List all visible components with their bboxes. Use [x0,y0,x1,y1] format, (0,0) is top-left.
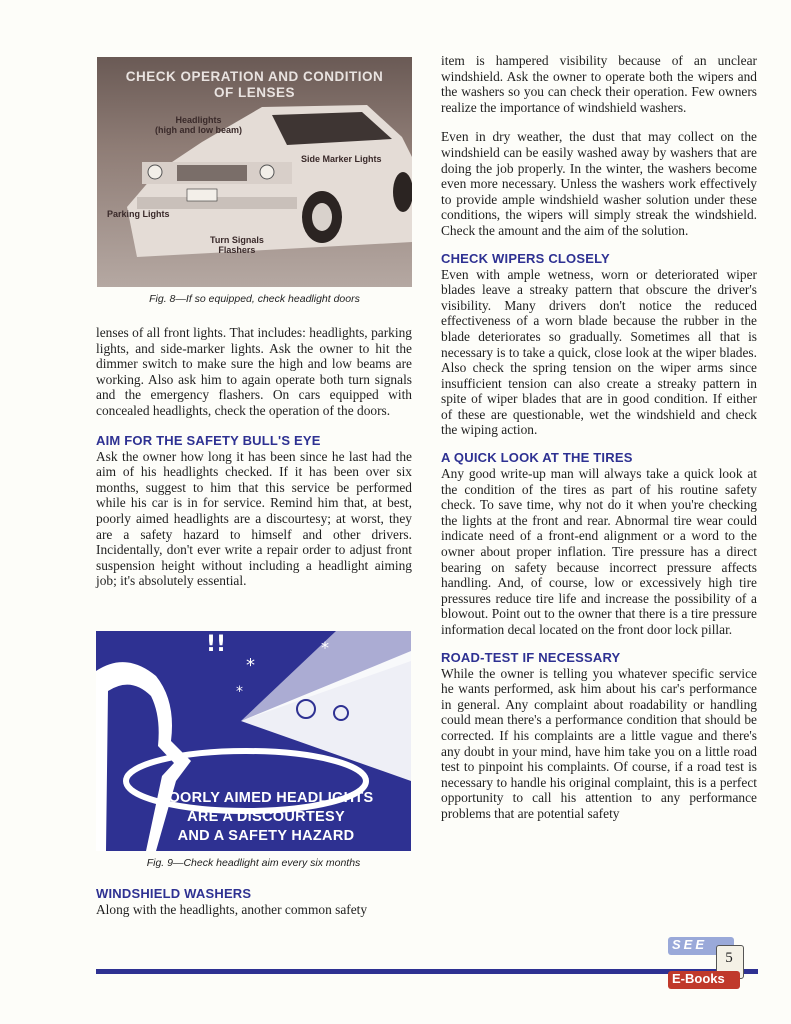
lenses-paragraph: lenses of all front lights. That includes: headlights, parking lights, and side-marker lights. Ask the owner to hit the dimmer switch to make sure the high and low beams are working. Also ask him to again operate both turn signals and the emergency flashers. On cars equipped with concealed headlights, check the operation of the doors. [96,325,412,418]
dry-weather-paragraph: Even in dry weather, the dust that may collect on the windshield can be easily washed away by washers that are doing the job properly. In the winter, the washers become even more necessary. Unless the washers work effectively to provide ample windshield washer solution under these conditions, the wipers will simply streak the windshield. Check the amount and the aim of the solution. [441,129,757,238]
figure-8-title: CHECK OPERATION AND CONDITION OF LENSES [125,69,384,100]
wipers-heading: CHECK WIPERS CLOSELY [441,250,610,266]
road-test-heading: ROAD-TEST IF NECESSARY [441,649,621,665]
svg-text:*: * [236,684,243,700]
windshield-heading: WINDSHIELD WASHERS [96,886,252,901]
washers-paragraph: item is hampered visibility because of an unclear windshield. Ask the owner to operate both the wipers and the washers so you can check their operation. Few owners realize the importance of windshield washers. [441,53,757,115]
road-test-paragraph: While the owner is telling you whatever specific service he wants performed, ask him about his car's performance in general. Any complaint about roadability or handling could mean there's a performance condition that should be corrected. If his complaints are a little vague and there's any doubt in your mind, have him take you on a little road test to pinpoint his complaints. Of course, if a road test is necessary to handle his original complaint, this is a perfect opportunity to call his attention to any performance problems that are potential safety [441,665,757,821]
tires-paragraph: Any good write-up man will always take a quick look at the condition of the tires as part of his routine safety check. To save time, why not do it when you're checking the lights at the front and rear. Abnormal tire wear could indicate need of a front-end alignment or a word to the owner about proper inflation. Tire pressure has a direct bearing on safety because incorrect pressure affects handling. And, of course, low or excessively high tire pressures reduce tire life and increase the possibility of a blowout. Point out to the owner that there is a tire pressure information decal located on the front door lock pillar. [441,466,757,637]
poster-text: POORLY AIMED HEADLIGHTS ARE A DISCOURTESY AND A SAFETY HAZARD [158,790,374,844]
figure-8-photo [97,57,412,287]
svg-text:!!: !! [206,632,227,657]
see-ebooks-logo [668,933,764,995]
svg-text:*: * [321,638,329,657]
aim-paragraph: Ask the owner how long it has been since he last had the aim of his headlights checked. If it has been over six months, suggest to him that this service be performed while his car is in for service. Remind him that, at best, poorly aimed headlights are a discourtesy; at worst, they are a safety hazard to himself and other drivers. Incidentally, don't ever write a repair order to adjust front suspension height without including a headlight aiming job; it's absolutely essential. [96,448,412,589]
logo-bottom-text: E-Books [672,971,725,986]
aim-heading: AIM FOR THE SAFETY BULL'S EYE [96,432,321,448]
left-column-bottom [96,886,412,918]
tires-heading: A QUICK LOOK AT THE TIRES [441,450,633,466]
footer-rule [96,969,758,974]
headlights-label: Headlights (high and low beam) [155,115,242,135]
figure-8-caption: Fig. 8—If so equipped, check headlight doors [149,293,360,305]
turn-signals-label: Turn Signals Flashers [210,235,264,255]
svg-text:*: * [246,655,255,676]
parking-lights-label: Parking Lights [107,209,170,219]
logo-top-text: SEE [672,937,708,952]
figure-9-poster [96,631,411,851]
left-column-top [96,325,412,589]
right-column [441,53,757,822]
side-marker-label: Side Marker Lights [301,154,382,164]
windshield-paragraph: Along with the headlights, another common safety [96,902,368,917]
page-number: 5 [725,950,733,966]
figure-9-caption: Fig. 9—Check headlight aim every six months [146,857,361,869]
wipers-paragraph: Even with ample wetness, worn or deteriorated wiper blades leave a streaky pattern that obscure the driver's visibility. Many drivers don't notice the reduced effectiveness of a worn blade because the rubber in the blade deteriorates so gradually. Sometimes all that is necessary is to take a quick, close look at the wiper blades. Also check the spring tension on the wiper arms since insufficient tension can also create a streaky pattern in spite of wiper blades that are in good condition. If either of these are questionable, wet the windshield and check the wiping action. [441,266,757,438]
